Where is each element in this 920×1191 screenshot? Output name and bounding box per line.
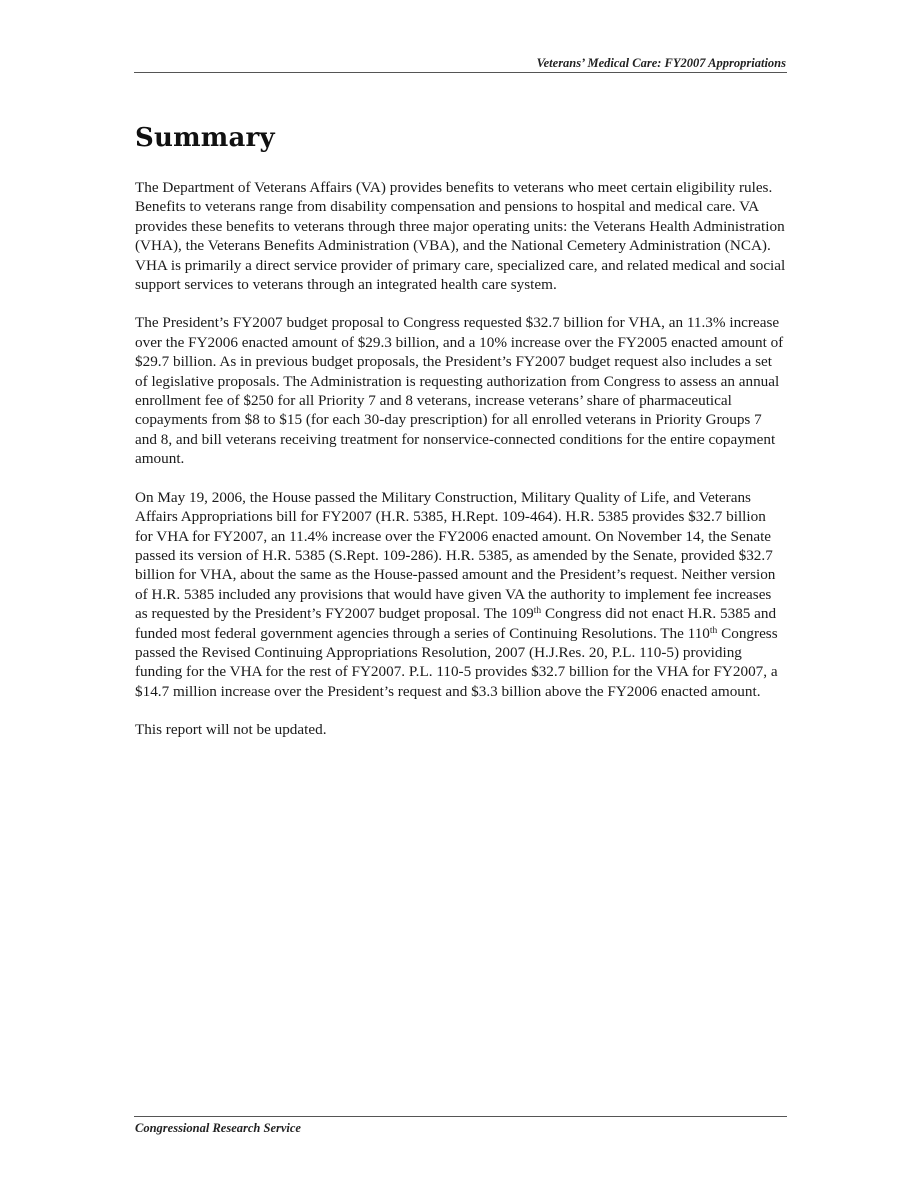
running-header: Veterans’ Medical Care: FY2007 Appropriations [536, 56, 786, 70]
paragraph-3-segment-3: Congress passed the Revised Continuing Appropriations Resolution, 2007 (H.J.Res. 20, P.L. 110-5) providing funding for the VHA for the rest of FY2007. P.L. 110-5 provides $32.7 billion for the VHA for FY2007, a $14.7 million increase over the President’s request and $3.3 billion above the FY2006 enacted amount. [135, 624, 778, 700]
running-footer: Congressional Research Service [135, 1121, 301, 1135]
ordinal-superscript-109: th [533, 606, 542, 617]
ordinal-superscript-110: th [709, 625, 718, 636]
summary-body [135, 178, 787, 759]
summary-paragraph-4: This report will not be updated. [135, 721, 327, 739]
summary-paragraph-3 [135, 488, 787, 701]
paragraph-3-segment-2: Congress did not enact H.R. 5385 and funded most federal government agencies through a series of Continuing Resolutions. The 110 [135, 605, 777, 642]
footer-rule [134, 1116, 787, 1117]
summary-heading: Summary [135, 123, 275, 153]
summary-paragraph-1: The Department of Veterans Affairs (VA) provides benefits to veterans who meet certain eligibility rules. Benefits to veterans range from disability compensation and pensions to hospital and medical care. VA provides these benefits to veterans through three major operating units: the Veterans Health Administration (VHA), the Veterans Benefits Administration (VBA), and the National Cemetery Administration (NCA). VHA is primarily a direct service provider of primary care, specialized care, and related medical and social support services to veterans through an integrated health care system. [135, 179, 786, 294]
paragraph-3-segment-1: On May 19, 2006, the House passed the Military Construction, Military Quality of Life, and Veterans Affairs Appropriations bill for FY2007 (H.R. 5385, H.Rept. 109-464). H.R. 5385 provides $32.7 billion for VHA for FY2007, an 11.4% increase over the FY2006 enacted amount. On November 14, the Senate passed its version of H.R. 5385 (S.Rept. 109-286). H.R. 5385, as amended by the Senate, provided $32.7 billion for VHA, about the same as the House-passed amount and the President’s request. Neither version of H.R. 5385 included any provisions that would have given VA the authority to implement fee increases as requested by the President’s FY2007 budget proposal. The 109 [135, 488, 776, 623]
header-rule [134, 72, 787, 73]
summary-paragraph-2: The President’s FY2007 budget proposal to Congress requested $32.7 billion for VHA, an 11.3% increase over the FY2006 enacted amount of $29.3 billion, and a 10% increase over the FY2005 enacted amount of $29.7 billion. As in previous budget proposals, the President’s FY2007 budget request also includes a set of legislative proposals. The Administration is requesting authorization from Congress to assess an annual enrollment fee of $250 for all Priority 7 and 8 veterans, increase veterans’ share of pharmaceutical copayments from $8 to $15 (for each 30-day prescription) for all enrolled veterans in Priority Groups 7 and 8, and bill veterans receiving treatment for nonservice-connected conditions for the entire copayment amount. [135, 314, 784, 468]
